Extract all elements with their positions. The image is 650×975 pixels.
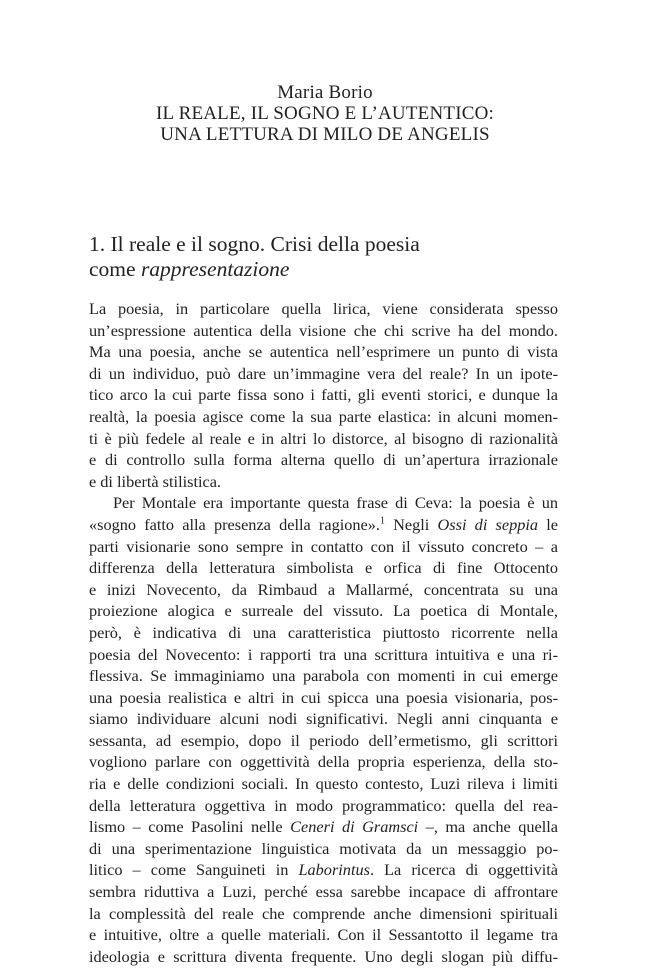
- text-line: della letteratura oggettiva in modo programmatico: quella del rea-: [89, 795, 558, 815]
- text-line: differenza della letteratura simbolista e orfica di fine Ottocento: [89, 558, 558, 578]
- text-line: proiezione alogica e surreale del vissuto. La poetica di Montale,: [89, 601, 558, 621]
- text-line: [89, 859, 558, 881]
- quote-text: «sogno fatto alla presenza della ragione».: [89, 514, 380, 534]
- text-line: una poesia realistica e altri in cui spicca una poesia visionaria, pos-: [89, 687, 558, 707]
- section-heading-line-1: 1. Il reale e il sogno. Crisi della poesia: [89, 232, 420, 256]
- text-line: e di libertà stilistica.: [89, 471, 222, 491]
- inline-text: –, ma anche quella: [418, 817, 559, 837]
- inline-text: . La ricerca di oggettività: [369, 860, 559, 880]
- inline-text: le: [538, 514, 558, 534]
- text-line: parti visionarie sono sempre in contatto con il vissuto concreto – a: [89, 536, 558, 556]
- text-line: sessanta, ad esempio, dopo il periodo dell’ermetismo, gli scrittori: [89, 730, 558, 750]
- text-line: e inizi Novecento, da Rimbaud a Mallarmé, concentrata su una: [89, 579, 558, 599]
- text-line: e di controllo sulla forma alterna quello di un’apertura irrazionale: [89, 450, 558, 470]
- text-line: ideologia e scrittura diventa frequente. Uno degli slogan più diffu-: [89, 946, 558, 966]
- italic-title: Ceneri di Gramsci: [290, 817, 419, 837]
- inline-text: Negli: [384, 514, 438, 534]
- text-line: tico arco la cui parte fissa sono i fatti, gli eventi storici, e dunque la: [89, 385, 558, 405]
- section-heading-italic: rappresentazione: [140, 257, 290, 281]
- text-line: poesia del Novecento: i rapporti tra una scrittura intuitiva e una ri-: [89, 644, 558, 664]
- section-heading: [89, 232, 420, 282]
- section-heading-prefix: come: [89, 257, 141, 281]
- text-line: la complessità del reale che comprende anche dimensioni spirituali: [89, 903, 558, 923]
- text-line: e intuitive, oltre a quelle materiali. Con il Sessantotto il legame tra: [89, 925, 558, 945]
- text-line: sembra riduttiva a Luzi, perché essa sarebbe incapace di affrontare: [89, 882, 558, 902]
- text-line: ti è più fedele al reale e in altri lo distorce, al bisogno di razionalità: [89, 428, 558, 448]
- article-title-line-1: IL REALE, IL SOGNO E L’AUTENTICO:: [156, 103, 494, 124]
- text-line: realtà, la poesia agisce come la sua parte elastica: in alcuni momen-: [89, 406, 558, 426]
- inline-text: litico – come Sanguineti in: [89, 860, 299, 880]
- article-header: [0, 82, 650, 145]
- text-line: di un individuo, può dare un’immagine vera del reale? In un ipote-: [89, 363, 558, 383]
- footnote-marker: 1: [379, 515, 385, 527]
- text-line: Per Montale era importante questa frase di Ceva: la poesia è un: [113, 493, 558, 513]
- body-text: [89, 298, 558, 967]
- inline-text: lismo – come Pasolini nelle: [89, 817, 291, 837]
- author-name: Maria Borio: [277, 82, 373, 103]
- text-line: flessiva. Se immaginiamo una parabola con momenti in cui emerge: [89, 666, 558, 686]
- italic-title: Ossi di seppia: [437, 514, 539, 534]
- italic-title: Laborintus: [298, 860, 370, 880]
- text-line: un’espressione autentica della visione che chi scrive ha del mondo.: [89, 320, 558, 340]
- section-heading-line-2: [89, 257, 420, 282]
- text-line: La poesia, in particolare quella lirica, viene considerata spesso: [89, 299, 558, 318]
- text-line: però, è indicativa di una caratteristica piuttosto ricorrente nella: [89, 622, 558, 642]
- text-line: Ma una poesia, anche se autentica nell’esprimere un punto di vista: [89, 342, 558, 362]
- article-title-line-2: UNA LETTURA DI MILO DE ANGELIS: [160, 124, 490, 145]
- text-line: di una sperimentazione linguistica motivata da un messaggio po-: [89, 838, 558, 858]
- text-line: ria e delle condizioni sociali. In questo contesto, Luzi rileva i limiti: [89, 774, 558, 794]
- text-line: [89, 514, 558, 536]
- text-line: siamo individuare alcuni nodi significativi. Negli anni cinquanta e: [89, 709, 558, 729]
- text-line: [89, 816, 558, 838]
- text-line: vogliono parlare con oggettività della propria esperienza, della sto-: [89, 752, 558, 772]
